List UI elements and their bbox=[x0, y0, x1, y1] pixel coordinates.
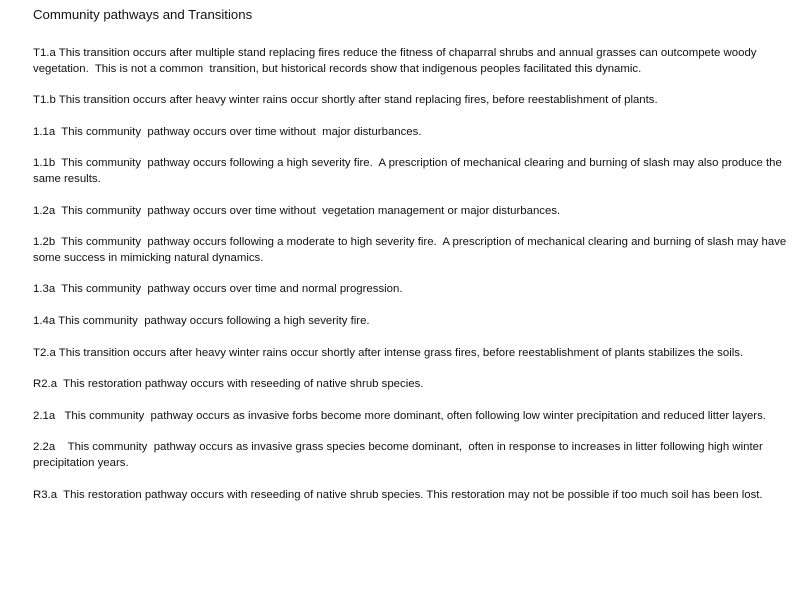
paragraph-2-1a: 2.1a This community pathway occurs as invasive forbs become more dominant, often following low winter precipitation and reduced litter layers. bbox=[33, 409, 766, 422]
paragraph-1-1a: 1.1a This community pathway occurs over time without major disturbances. bbox=[33, 125, 422, 138]
paragraph-r2a: R2.a This restoration pathway occurs with reseeding of native shrub species. bbox=[33, 378, 424, 391]
paragraph-t1a: T1.a This transition occurs after multiple stand replacing fires reduce the fitness of chaparral shrubs and annual grasses can outcompete woody vegetation. This is not a common transition, but historical records show that indigenous peoples facilitated this dynamic. bbox=[33, 47, 760, 75]
paragraph-r3a: R3.a This restoration pathway occurs with reseeding of native shrub species. This restoration may not be possible if too much soil has been lost. bbox=[33, 488, 763, 501]
document-title: Community pathways and Transitions bbox=[33, 7, 253, 22]
paragraph-1-2b: 1.2b This community pathway occurs following a moderate to high severity fire. A prescription of mechanical clearing and burning of slash may have some success in mimicking natural dynamics. bbox=[33, 236, 790, 264]
paragraph-t1b: T1.b This transition occurs after heavy winter rains occur shortly after stand replacing fires, before reestablishment of plants. bbox=[33, 94, 658, 107]
paragraph-1-2a: 1.2a This community pathway occurs over time without vegetation management or major disturbances. bbox=[33, 204, 561, 217]
document-page bbox=[33, 6, 793, 503]
paragraph-t2a: T2.a This transition occurs after heavy winter rains occur shortly after intense grass fires, before reestablishment of plants stabilizes the soils. bbox=[33, 346, 744, 359]
paragraph-1-4a: 1.4a This community pathway occurs following a high severity fire. bbox=[33, 314, 370, 327]
paragraph-1-1b: 1.1b This community pathway occurs following a high severity fire. A prescription of mechanical clearing and burning of slash may also produce the same results. bbox=[33, 157, 785, 185]
paragraph-1-3a: 1.3a This community pathway occurs over time and normal progression. bbox=[33, 283, 403, 296]
paragraph-2-2a: 2.2a This community pathway occurs as invasive grass species become dominant, often in response to increases in litter following high winter precipitation years. bbox=[33, 441, 766, 469]
